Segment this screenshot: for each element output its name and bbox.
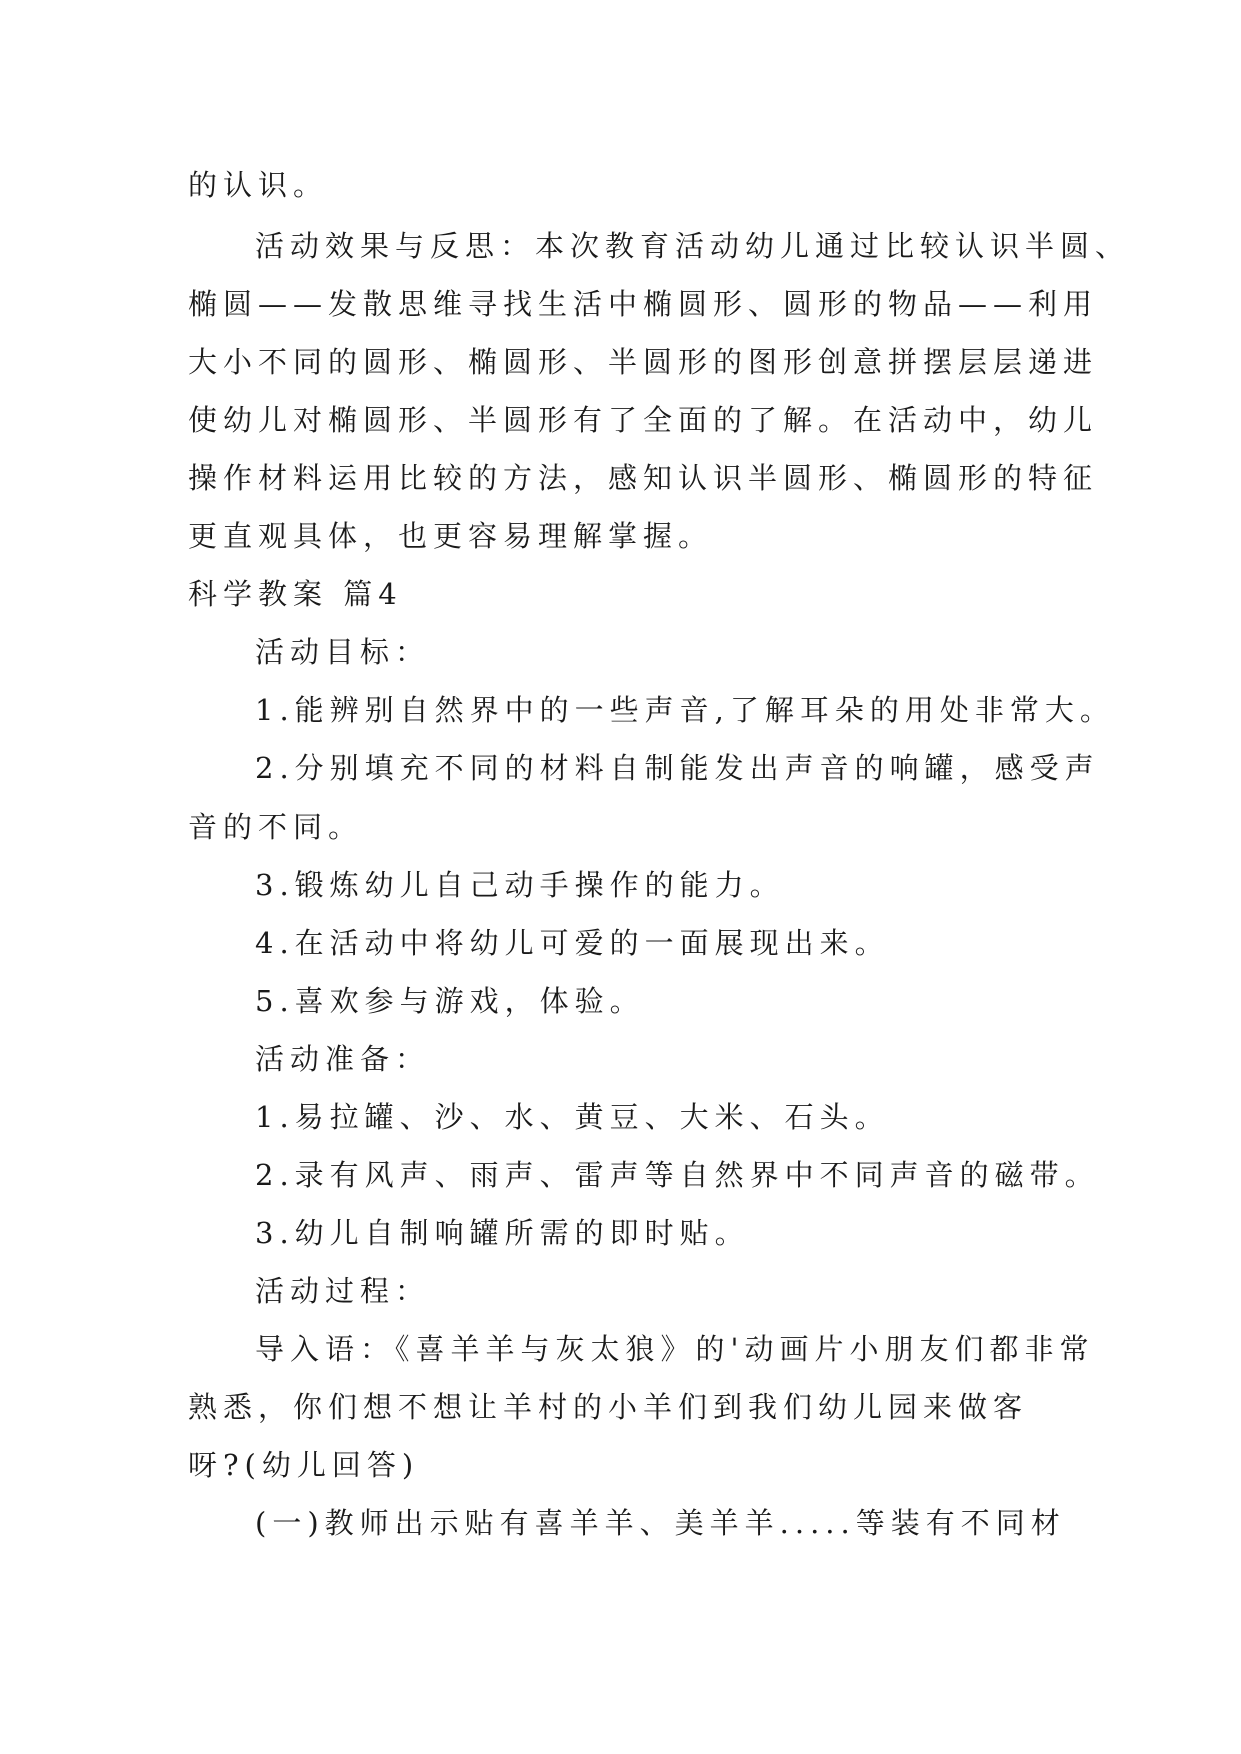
subheading-activity-prep: 活动准备： — [255, 1042, 431, 1076]
list-item: 1.易拉罐、沙、水、黄豆、大米、石头。 — [255, 1100, 890, 1134]
list-item: 2.分别填充不同的材料自制能发出声音的响罐，感受声 — [255, 751, 1100, 785]
subheading-activity-process: 活动过程： — [255, 1274, 431, 1308]
paragraph-line: 活动效果与反思：本次教育活动幼儿通过比较认识半圆、 — [255, 229, 1131, 263]
list-item: 2.录有风声、雨声、雷声等自然界中不同声音的磁带。 — [255, 1158, 1100, 1192]
paragraph-line: (一)教师出示贴有喜羊羊、美羊羊.....等装有不同材 — [255, 1506, 1066, 1540]
list-item: 4.在活动中将幼儿可爱的一面展现出来。 — [255, 926, 890, 960]
paragraph-line: 操作材料运用比较的方法，感知认识半圆形、椭圆形的特征 — [188, 461, 1099, 495]
paragraph-line: 音的不同。 — [188, 810, 364, 844]
paragraph-line: 大小不同的圆形、椭圆形、半圆形的图形创意拼摆层层递进 — [188, 345, 1099, 379]
paragraph-line: 导入语：《喜羊羊与灰太狼》的'动画片小朋友们都非常 — [255, 1332, 1095, 1366]
paragraph-line: 呀?(幼儿回答) — [188, 1448, 420, 1482]
paragraph-line: 熟悉，你们想不想让羊村的小羊们到我们幼儿园来做客 — [188, 1390, 1029, 1424]
subheading-activity-goals: 活动目标： — [255, 635, 431, 669]
section-heading: 科学教案 篇4 — [188, 577, 403, 611]
list-item: 3.锻炼幼儿自己动手操作的能力。 — [255, 868, 785, 902]
list-item: 3.幼儿自制响罐所需的即时贴。 — [255, 1216, 750, 1250]
paragraph-line: 椭圆——发散思维寻找生活中椭圆形、圆形的物品——利用 — [188, 287, 1099, 321]
list-item: 1.能辨别自然界中的一些声音,了解耳朵的用处非常大。 — [255, 693, 1115, 727]
paragraph-line: 使幼儿对椭圆形、半圆形有了全面的了解。在活动中，幼儿 — [188, 403, 1099, 437]
paragraph-line: 的认识。 — [188, 168, 329, 202]
list-item: 5.喜欢参与游戏，体验。 — [255, 984, 645, 1018]
paragraph-line: 更直观具体，也更容易理解掌握。 — [188, 519, 714, 553]
